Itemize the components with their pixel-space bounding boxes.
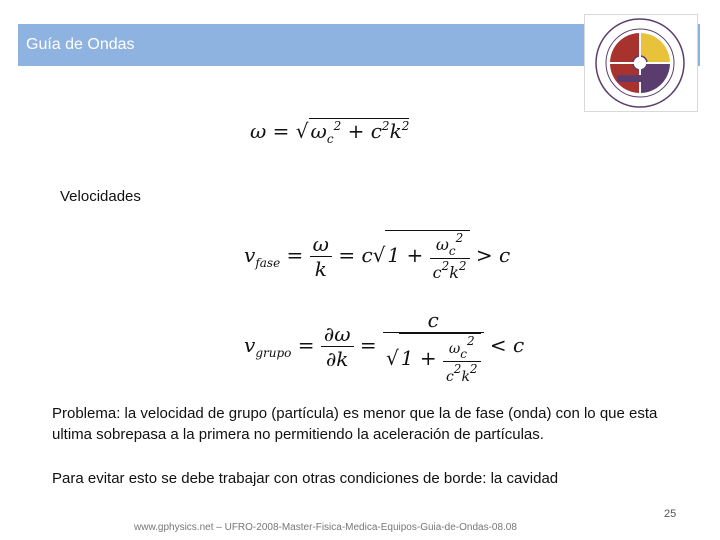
slide-title: Guía de Ondas — [26, 36, 135, 53]
page-number: 25 — [664, 508, 677, 520]
velocidades-label: Velocidades — [60, 188, 141, 205]
omega-equation: ω = √ $\omega_c^2 + c^2k^2$ — [250, 119, 410, 146]
university-seal-icon — [585, 15, 697, 111]
group-velocity-equation: $v_{grupo}$ = $\frac{\partial\omega}{\partial k}$ = c √ 1 + $\frac{\omega c2}{c2k2}$ < c — [244, 308, 525, 385]
problem-paragraph: Problema: la velocidad de grupo (partícula) es menor que la de fase (onda) con lo que esta ultima sobrepasa a la primera no permitiendo la aceleración de partículas. — [52, 405, 658, 443]
phase-velocity-equation: $v_{fase}$ = $\frac{\omega}{k}$ = c√ 1 + $\frac{\omega_c^2}{c^2k^2}$ > c — [244, 231, 511, 282]
footer-source-url: www.gphysics.net – UFRO-2008-Master-Fisica-Medica-Equipos-Guia-de-Ondas-08.08 — [134, 522, 517, 533]
border-conditions-paragraph: Para evitar esto se debe trabajar con otras condiciones de borde: la cavidad — [52, 470, 559, 487]
university-logo — [584, 14, 698, 112]
